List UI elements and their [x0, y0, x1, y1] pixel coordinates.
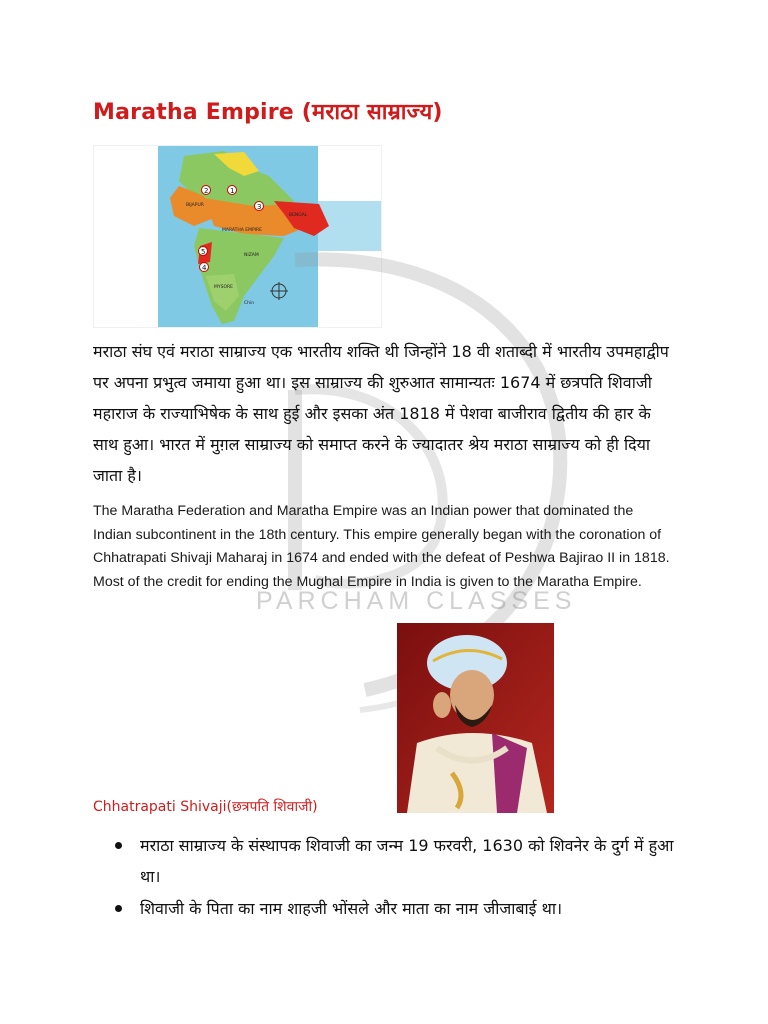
map-label: Chin: [244, 301, 255, 306]
map-graphic: [94, 146, 381, 327]
watermark-text: PARCHAM CLASSES: [256, 587, 577, 615]
bullet-icon: [115, 905, 122, 912]
map-marker-label: 3: [257, 203, 262, 211]
fact-list: [113, 830, 683, 925]
shivaji-portrait: [397, 623, 554, 813]
map-label: BIJAPUR: [186, 203, 204, 208]
hindi-paragraph: मराठा संघ एवं मराठा साम्राज्य एक भारतीय शक्ति थी जिन्होंने 18 वी शताब्दी में भारतीय उपमहाद्वीप पर अपना प्रभुत्व जमाया हुआ था। इस साम्राज्य की शुरुआत सामान्यतः 1674 में छत्रपति शिवाजी महाराज के राज्याभिषेक के साथ हुई और इसका अंत 1818 में पेशवा बाजीराव द्वितीय की हार के साथ हुआ। भारत में मुग़ल साम्राज्य को समाप्त करने के ज्यादातर श्रेय मराठा साम्राज्य को ही दिया जाता है।: [93, 342, 669, 485]
list-item-text: शिवाजी के पिता का नाम शाहजी भोंसले और माता का नाम जीजाबाई था।: [140, 899, 563, 918]
bullet-icon: [115, 842, 122, 849]
map-marker-label: 5: [201, 248, 206, 256]
list-item: [113, 830, 683, 892]
map-label: BENGAL: [289, 213, 308, 218]
map-label: MARATHA EMPIRE: [222, 228, 263, 233]
list-item-text: मराठा साम्राज्य के संस्थापक शिवाजी का जन्म 19 फरवरी, 1630 को शिवनेर के दुर्ग में हुआ था।: [140, 836, 674, 886]
portrait-caption: Chhatrapati Shivaji(छत्रपति शिवाजी): [93, 799, 318, 815]
maratha-empire-map: [93, 145, 382, 328]
portrait-graphic: [397, 623, 554, 813]
page-title: Maratha Empire (मराठा साम्राज्य): [93, 100, 443, 125]
english-paragraph: The Maratha Federation and Maratha Empire was an Indian power that dominated the Indian subcontinent in the 18th century. This empire generally began with the coronation of Chhatrapati Shivaji Maharaj in 1674 and ended with the defeat of Peshwa Bajirao II in 1818. Most of the credit for ending the Mughal Empire in India is given to the Maratha Empire.: [93, 503, 670, 590]
map-label: MYSORE: [214, 285, 233, 290]
portrait-hand: [433, 692, 451, 718]
portrait-robe: [407, 733, 547, 813]
map-marker-label: 1: [230, 187, 235, 195]
list-item: [113, 893, 683, 924]
map-marker-label: 4: [202, 264, 207, 272]
map-label: NIZAM: [244, 253, 259, 258]
map-marker-label: 2: [204, 187, 209, 195]
